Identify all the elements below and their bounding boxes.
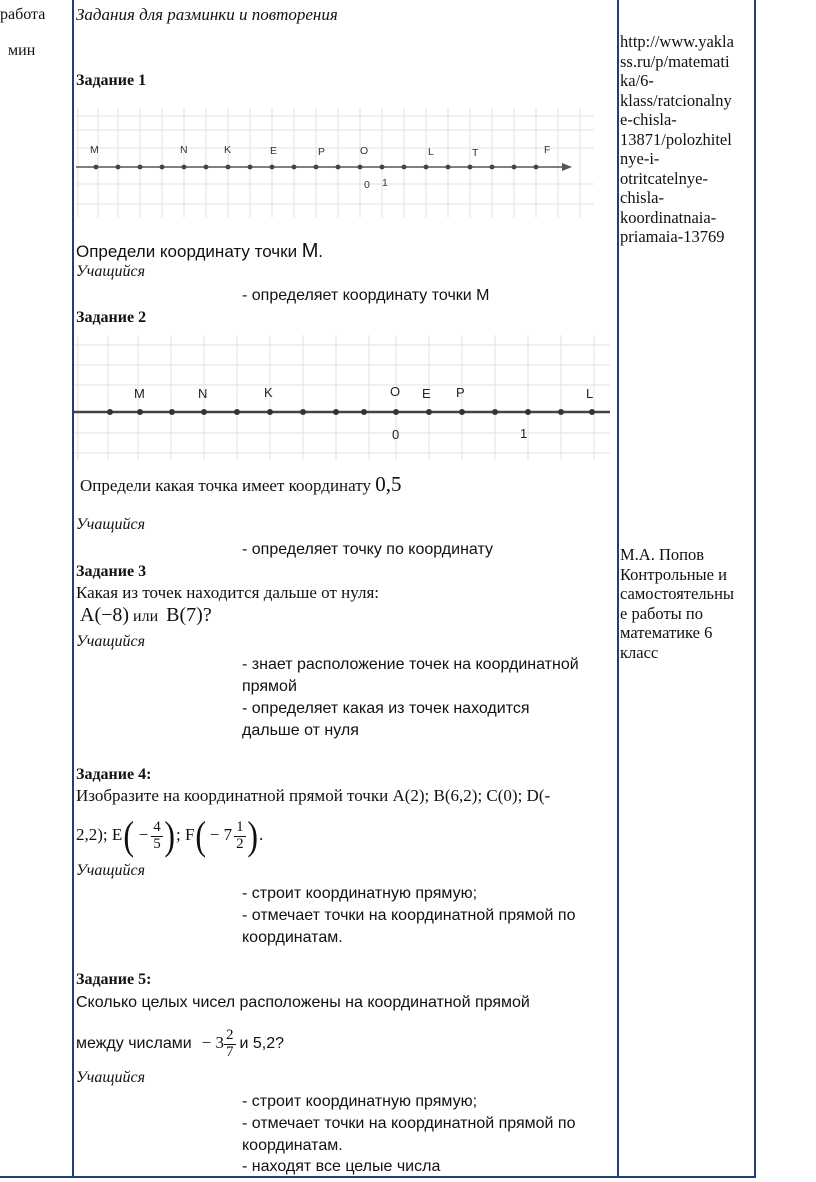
task5-line1: Сколько целых чисел расположены на координатной прямой: [76, 994, 530, 1011]
task5-line2: между числами − 3 $\frac{2}{7}$ и 5,2?: [76, 1027, 285, 1060]
task3-question: Какая из точек находится дальше от нуля:: [76, 583, 380, 602]
column-divider-left: [72, 0, 74, 1178]
task2-point-label: N: [198, 386, 208, 401]
task5-outcome: - отмечает точки на координатной прямой по: [242, 1115, 576, 1132]
task2-outcome: - определяет точку по координату: [242, 541, 493, 558]
task4-fraction-e: $\frac{4}{5}$: [153, 818, 161, 852]
task2-point-label: L: [586, 386, 594, 401]
task1-title: Задание 1: [76, 72, 147, 89]
task5-fraction: $\frac{2}{7}$: [226, 1027, 234, 1060]
left-col-text-1: работа: [0, 6, 46, 23]
task2-point-label: E: [422, 386, 431, 401]
task3-student-label: Учащийся: [76, 633, 146, 650]
task2-point-label: K: [264, 385, 273, 400]
task3-point-b: B(7)?: [166, 604, 212, 626]
task1-point-label: T: [472, 147, 479, 159]
task1-point-label: K: [224, 144, 232, 156]
table-border-bottom: [0, 1176, 756, 1178]
task2-point-label: M: [134, 386, 145, 401]
task5-student-label: Учащийся: [76, 1069, 146, 1086]
column-divider-right: [617, 0, 619, 1178]
task2-point-label: O: [390, 384, 401, 399]
task4-outcome: - строит координатную прямую;: [242, 885, 478, 902]
task1-point-label: M: [90, 144, 99, 156]
task2-question-value: 0,5: [375, 472, 402, 496]
left-col-text-2: мин: [8, 42, 36, 59]
task3-outcome: - определяет какая из точек находится: [242, 700, 530, 717]
task3-outcome: дальше от нуля: [242, 722, 359, 739]
task2-student-label: Учащийся: [76, 516, 146, 533]
task1-point-label: E: [270, 145, 278, 157]
section-header: Задания для разминки и повторения: [76, 5, 338, 24]
task2-number-line-figure: [74, 335, 610, 460]
reference-url: http://www.yakla ss.ru/p/matemati ka/6- klass/ratcionalny e-chisla- 13871/polozhitel nye-i- otritcatelnye- chisla- koordinatnaia- priamaia-13769: [620, 32, 734, 246]
task1-point-label: N: [180, 144, 188, 156]
task1-question: Определи координату точки M.: [76, 240, 323, 262]
task5-outcome: - строит координатную прямую;: [242, 1093, 478, 1110]
task4-outcome: - отмечает точки на координатной прямой по: [242, 907, 576, 924]
task2-tick-label: 1: [520, 426, 528, 441]
task1-tick-label: 1: [382, 177, 388, 189]
task3-point-a: A(−8): [80, 604, 130, 626]
reference-book: М.А. Попов Контрольные и самостоятельны е работы по математике 6 класс: [620, 545, 735, 662]
task1-student-label: Учащийся: [76, 263, 146, 280]
task5-title: Задание 5:: [76, 971, 152, 988]
task1-point-label: P: [318, 146, 326, 158]
task1-point-label: F: [544, 144, 551, 156]
task3-title: Задание 3: [76, 563, 147, 580]
task2-point-label: P: [456, 385, 465, 400]
task4-student-label: Учащийся: [76, 862, 146, 879]
task4-line2: 2,2); E( − $\frac{4}{5}$ ); F( − 7 $\frac{1}{2}$ ).: [76, 813, 264, 859]
task1-outcome: - определяет координату точки М: [242, 287, 490, 304]
task5-outcome: - находят все целые числа: [242, 1158, 441, 1175]
task3-or: или: [133, 608, 159, 625]
task5-outcome: координатам.: [242, 1137, 343, 1154]
task1-tick-label: 0: [364, 179, 370, 191]
task4-fraction-f: $\frac{1}{2}$: [236, 818, 244, 852]
task1-point-label: L: [428, 146, 434, 158]
task2-question: Определи какая точка имеет координату 0,5: [80, 472, 402, 496]
task2-title: Задание 2: [76, 309, 147, 326]
task2-tick-label: 0: [392, 427, 400, 442]
task1-point-label: O: [360, 145, 369, 157]
task4-line1: Изобразите на координатной прямой точки A(2); B(6,2); C(0); D(-: [76, 786, 551, 805]
task3-points: [80, 604, 212, 627]
task1-number-line-figure: [76, 108, 594, 218]
task3-outcome: прямой: [242, 678, 297, 695]
task1-question-point: M: [301, 240, 319, 262]
task4-outcome: координатам.: [242, 929, 343, 946]
task3-outcome: - знает расположение точек на координатной: [242, 656, 579, 673]
task4-title: Задание 4:: [76, 766, 152, 783]
